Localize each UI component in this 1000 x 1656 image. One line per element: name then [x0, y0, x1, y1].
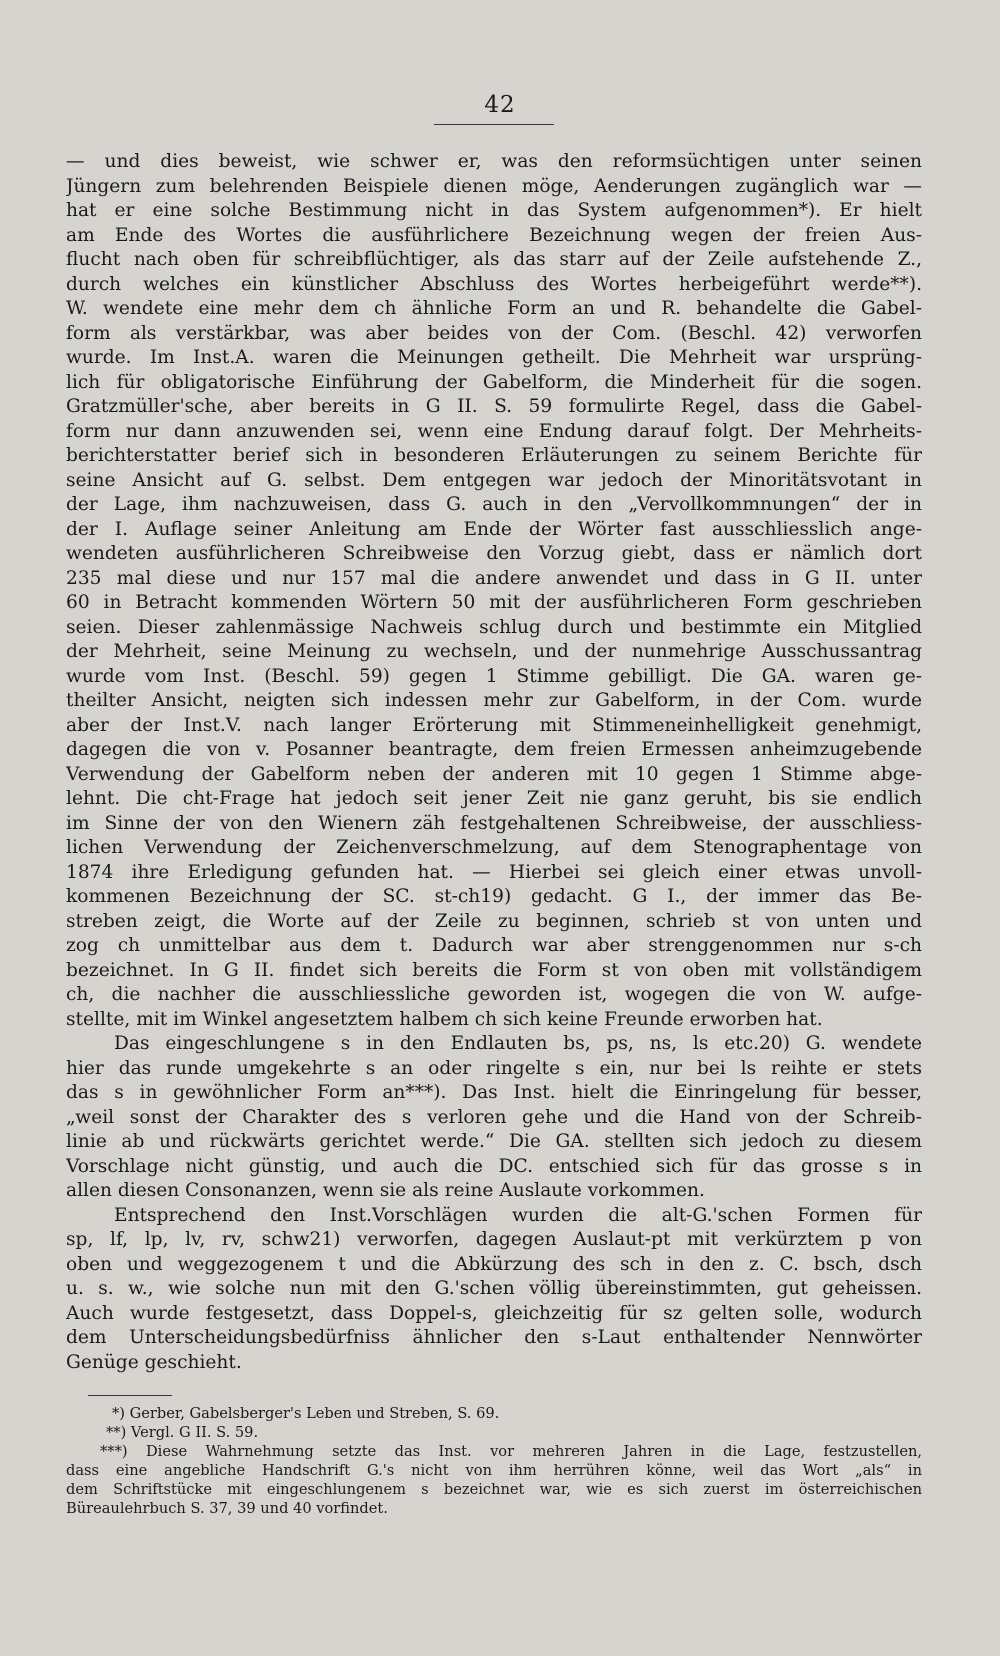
text-line: lichen Verwendung der Zeichenverschmelzung, auf dem Stenographentage von [66, 837, 922, 858]
text-line: dem Unterscheidungsbedürfniss ähnlicher den s-Laut enthaltender Nennwörter [66, 1327, 922, 1348]
text-line: u. s. w., wie solche nun mit den G.'schen völlig übereinstimmten, gut geheissen. [66, 1278, 922, 1299]
text-line: das s in gewöhnlicher Form an***). Das Inst. hielt die Einringelung für besser, [66, 1082, 922, 1103]
text-line: der I. Auflage seiner Anleitung am Ende der Wörter fast ausschliesslich ange- [66, 518, 922, 540]
text-line: ch, die nachher die ausschliessliche geworden ist, wogegen die von W. aufge- [66, 984, 922, 1005]
text-line: Vorschlage nicht günstig, und auch die DC. entschied sich für das grosse s in [66, 1155, 922, 1177]
text-line: wendeten ausführlicheren Schreibweise den Vorzug giebt, dass er nämlich dort [66, 543, 922, 564]
page-number: 42 [484, 92, 516, 118]
footnote-rule [88, 1395, 172, 1396]
text-line: Gratzmüller'sche, aber bereits in G II. S. 59 formulirte Regel, dass die Gabel- [66, 396, 922, 417]
text-line: der Lage, ihm nachzuweisen, dass G. auch in den „Vervollkommnungen“ der in [66, 494, 922, 515]
text-line: Verwendung der Gabelform neben der anderen mit 10 gegen 1 Stimme abge- [66, 763, 922, 785]
text-line: theilter Ansicht, neigten sich indessen mehr zur Gabelform, in der Com. wurde [66, 690, 922, 711]
text-line: allen diesen Consonanzen, wenn sie als reine Auslaute vorkommen. [66, 1180, 705, 1201]
text-line: form nur dann anzuwenden sei, wenn eine Endung darauf folgt. Der Mehrheits- [66, 420, 922, 442]
text-line: seine Ansicht auf G. selbst. Dem entgegen war jedoch der Minoritätsvotant in [66, 469, 922, 491]
footnote-line: dem Schriftstücke mit eingeschlungenem s bezeichnet war, wie es sich zuerst im österreichischen [66, 1481, 922, 1498]
text-line: Auch wurde festgesetzt, dass Doppel-s, gleichzeitig für sz gelten solle, wodurch [66, 1302, 922, 1324]
text-line: 235 mal diese und nur 157 mal die andere anwendet und dass in G II. unter [66, 567, 922, 589]
text-line: form als verstärkbar, was aber beides von der Com. (Beschl. 42) verworfen [66, 322, 922, 344]
text-line: dagegen die von v. Posanner beantragte, dem freien Ermessen anheimzugebende [66, 739, 922, 760]
text-line: W. wendete eine mehr dem ch ähnliche Form an und R. behandelte die Gabel- [66, 298, 922, 319]
text-line: flucht nach oben für schreibflüchtiger, als das starr auf der Zeile aufstehende Z., [66, 249, 922, 270]
footnote-line: Büreaulehrbuch S. 37, 39 und 40 vorfindet. [66, 1500, 388, 1517]
text-line: 60 in Betracht kommenden Wörtern 50 mit der ausführlicheren Form geschrieben [66, 592, 922, 613]
text-line: oben und weggezogenem t und die Abkürzung des sch in den z. C. bsch, dsch [66, 1253, 922, 1275]
body-text [66, 150, 922, 1375]
text-line: wurde. Im Inst.A. waren die Meinungen getheilt. Die Mehrheit war ursprüng- [66, 347, 922, 368]
text-line: berichterstatter berief sich in besonderen Erläuterungen zu seinem Berichte für [66, 445, 922, 466]
text-line: kommenen Bezeichnung der SC. st-ch19) gedacht. G I., der immer das Be- [66, 886, 922, 907]
text-line: der Mehrheit, seine Meinung zu wechseln, und der nunmehrige Ausschussantrag [66, 641, 922, 662]
text-line: bezeichnet. In G II. findet sich bereits die Form st von oben mit vollständigem [66, 959, 922, 981]
text-line: linie ab und rückwärts gerichtet werde.“ Die GA. stellten sich jedoch zu diesem [66, 1131, 922, 1152]
text-line: lich für obligatorische Einführung der Gabelform, die Minderheit für die sogen. [66, 371, 922, 393]
text-line: im Sinne der von den Wienern zäh festgehaltenen Schreibweise, der ausschliess- [66, 812, 922, 834]
footnote-line: dass eine angebliche Handschrift G.'s nicht von ihm herrühren könne, weil das Wort „als“ in [66, 1462, 922, 1479]
text-line: sp, lf, lp, lv, rv, schw21) verworfen, dagegen Auslaut-pt mit verkürztem p von [66, 1229, 922, 1250]
page-number-rule [434, 124, 554, 125]
text-line: Das eingeschlungene s in den Endlauten bs, ps, ns, ls etc.20) G. wendete [114, 1033, 922, 1054]
text-line: „weil sonst der Charakter des s verloren gehe und die Hand von der Schreib- [66, 1106, 922, 1128]
text-line: aber der Inst.V. nach langer Erörterung mit Stimmeneinhelligkeit genehmigt, [66, 714, 922, 736]
text-line: — und dies beweist, wie schwer er, was den reformsüchtigen unter seinen [66, 151, 922, 172]
text-line: wurde vom Inst. (Beschl. 59) gegen 1 Stimme gebilligt. Die GA. waren ge- [66, 665, 922, 687]
text-line: am Ende des Wortes die ausführlichere Bezeichnung wegen der freien Aus- [66, 224, 922, 246]
text-line: lehnt. Die cht-Frage hat jedoch seit jener Zeit nie ganz geruht, bis sie endlich [66, 788, 922, 809]
text-line: stellte, mit im Winkel angesetztem halbem ch sich keine Freunde erworben hat. [66, 1008, 823, 1030]
text-line: zog ch unmittelbar aus dem t. Dadurch war aber strenggenommen nur s-ch [66, 935, 922, 956]
text-line: seien. Dieser zahlenmässige Nachweis schlug durch und bestimmte ein Mitglied [66, 616, 922, 638]
text-line: hier das runde umgekehrte s an oder ringelte s ein, nur bei ls reihte er stets [66, 1057, 922, 1079]
text-line: Entsprechend den Inst.Vorschlägen wurden die alt-G.'schen Formen für [114, 1204, 922, 1226]
text-line: 1874 ihre Erledigung gefunden hat. — Hierbei sei gleich einer etwas unvoll- [66, 861, 922, 883]
text-line: Jüngern zum belehrenden Beispiele dienen möge, Aenderungen zugänglich war — [66, 175, 922, 197]
footnote: *) Gerber, Gabelsberger's Leben und Streben, S. 69. [112, 1405, 500, 1422]
text-line: Genüge geschieht. [66, 1351, 242, 1373]
footnote: ***) Diese Wahrnehmung setzte das Inst. vor mehreren Jahren in die Lage, festzustellen, [100, 1443, 922, 1460]
footnote: **) Vergl. G II. S. 59. [106, 1424, 259, 1441]
text-line: hat er eine solche Bestimmung nicht in das System aufgenommen*). Er hielt [66, 200, 922, 221]
text-line: durch welches ein künstlicher Abschluss des Wortes herbeigeführt werde**). [66, 273, 922, 295]
footnotes [66, 1404, 922, 1518]
text-line: streben zeigt, die Worte auf der Zeile zu beginnen, schrieb st von unten und [66, 910, 922, 932]
